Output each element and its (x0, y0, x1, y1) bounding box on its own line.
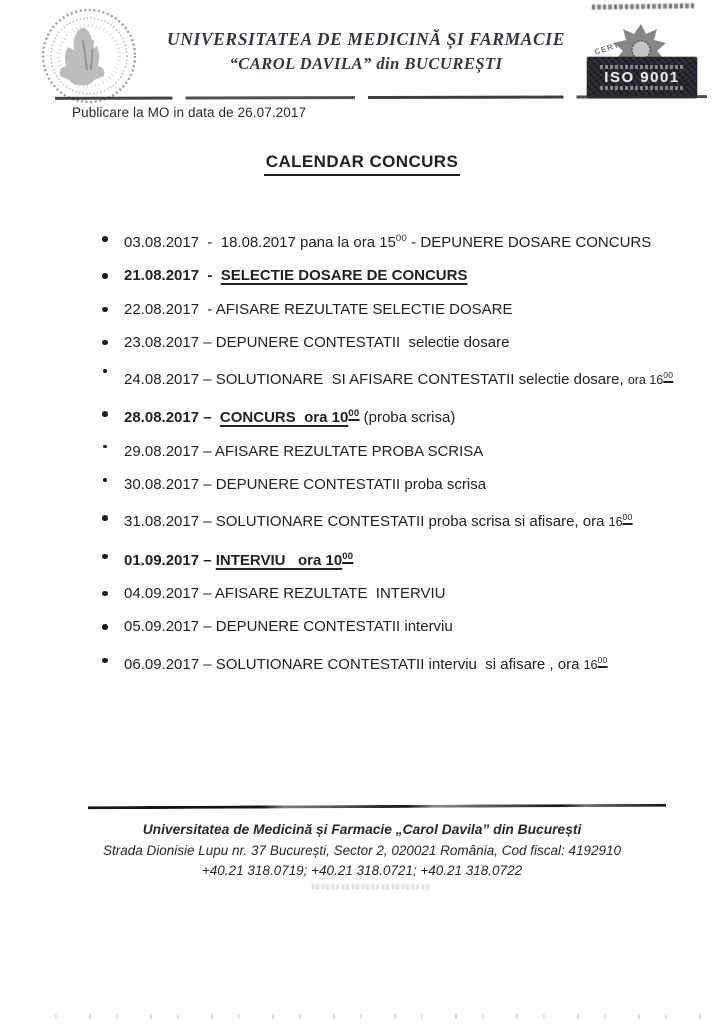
bullet-dot (102, 273, 108, 279)
item-text-segment: 29.08.2017 – AFISARE REZULTATE PROBA SCRISA (124, 442, 484, 460)
org-name-line2: “CAROL DAVILA” din BUCUREȘTI (229, 54, 503, 74)
bullet-dot (102, 411, 108, 417)
item-text-segment: 00 (348, 408, 360, 420)
publish-note: Publicare la MO in data de 26.07.2017 (72, 105, 307, 120)
item-text-segment: SELECTIE DOSARE DE CONCURS (220, 267, 468, 285)
item-text-segment: (proba scrisa) (359, 409, 456, 427)
item-text-segment: 24.08.2017 – SOLUTIONARE SI AFISARE CONTESTATII selectie dosare, (124, 371, 628, 389)
item-text-segment: 04.09.2017 – AFISARE REZULTATE INTERVIU (124, 584, 446, 602)
item-text-segment: 03.08.2017 - 18.08.2017 pana la ora 15 (124, 234, 396, 251)
iso-cert-number-smudge (600, 86, 684, 90)
item-text-segment: 00 (342, 550, 354, 562)
calendar-item (100, 442, 694, 461)
calendar-item (100, 366, 694, 390)
item-text-segment: 31.08.2017 – SOLUTIONARE CONTESTATII proba scrisa si afisare, ora (124, 513, 609, 531)
item-text-segment: 01.09.2017 – (124, 551, 216, 569)
calendar-list (100, 229, 694, 689)
item-text-segment: 06.09.2017 – SOLUTIONARE CONTESTATII interviu si afisare , ora (124, 655, 584, 673)
cert-star-text: CERT (593, 40, 621, 57)
calendar-item (100, 266, 694, 285)
calendar-item (100, 229, 694, 252)
iso-badge (587, 57, 697, 98)
bottom-scan-noise (55, 1014, 709, 1019)
bullet-dot (103, 445, 107, 449)
footer-phones: +40.21 318.0719; +40.21 318.0721; +40.21 318.0722 (201, 862, 523, 878)
item-text-segment: CONCURS ora 10 (219, 409, 349, 427)
calendar-item (100, 404, 694, 427)
organization-name (150, 26, 582, 75)
item-text-segment: ora 16 (627, 373, 664, 388)
microprint-smudge (592, 3, 694, 9)
item-text-segment: 16 (583, 657, 598, 672)
footer-smudge (312, 884, 432, 890)
bullet-dot (102, 307, 108, 313)
bullet-dot (102, 515, 108, 521)
bullet-dot (102, 236, 108, 242)
bullet-dot (102, 554, 108, 560)
item-text-segment: 00 (663, 370, 674, 381)
item-text-segment: INTERVIU ora 10 (215, 551, 343, 569)
item-text-segment: 22.08.2017 - AFISARE REZULTATE SELECTIE DOSARE (124, 300, 513, 318)
iso-badge-top-smudge (600, 65, 684, 69)
iso-badge-label: ISO 9001 (604, 68, 680, 86)
item-text-segment: - DEPUNERE DOSARE CONCURS (407, 234, 652, 251)
footer-address: Strada Dionisie Lupu nr. 37 București, Sector 2, 020021 România, Cod fiscal: 4192910 (102, 842, 622, 858)
footer-block (0, 820, 724, 881)
item-text-segment: 30.08.2017 – DEPUNERE CONTESTATII proba scrisa (124, 476, 487, 494)
item-text-segment: 00 (597, 654, 608, 665)
bullet-dot (102, 624, 108, 630)
calendar-item (100, 333, 694, 352)
header-divider (55, 95, 707, 100)
org-name-line1: UNIVERSITATEA DE MEDICINĂ ȘI FARMACIE (167, 29, 565, 49)
bullet-dot (103, 478, 107, 482)
title-wrap (0, 152, 724, 176)
item-text-segment: 05.09.2017 – DEPUNERE CONTESTATII interviu (124, 618, 453, 636)
item-text-segment: 28.08.2017 – (124, 409, 220, 427)
calendar-item (100, 475, 694, 494)
calendar-item (100, 584, 694, 603)
bullet-dot (102, 340, 108, 346)
calendar-item (100, 617, 694, 636)
bullet-dot (103, 369, 107, 373)
item-text-segment: 21.08.2017 - (124, 267, 221, 285)
calendar-item (100, 547, 694, 570)
item-text-segment: 23.08.2017 – DEPUNERE CONTESTATII selectie dosare (124, 333, 510, 351)
item-text-segment: 00 (622, 512, 633, 523)
footer-org-name: Universitatea de Medicină și Farmacie „Carol Davila” din București (142, 822, 582, 837)
page-title: CALENDAR CONCURS (264, 152, 460, 176)
calendar-item (100, 508, 694, 532)
calendar-item (100, 300, 694, 319)
bullet-dot (102, 591, 108, 597)
bullet-dot (102, 658, 108, 664)
university-seal-logo (33, 6, 145, 106)
footer-divider (88, 804, 666, 810)
calendar-item (100, 651, 694, 675)
item-text-segment: 16 (608, 515, 623, 530)
item-text-segment: 00 (395, 233, 408, 244)
